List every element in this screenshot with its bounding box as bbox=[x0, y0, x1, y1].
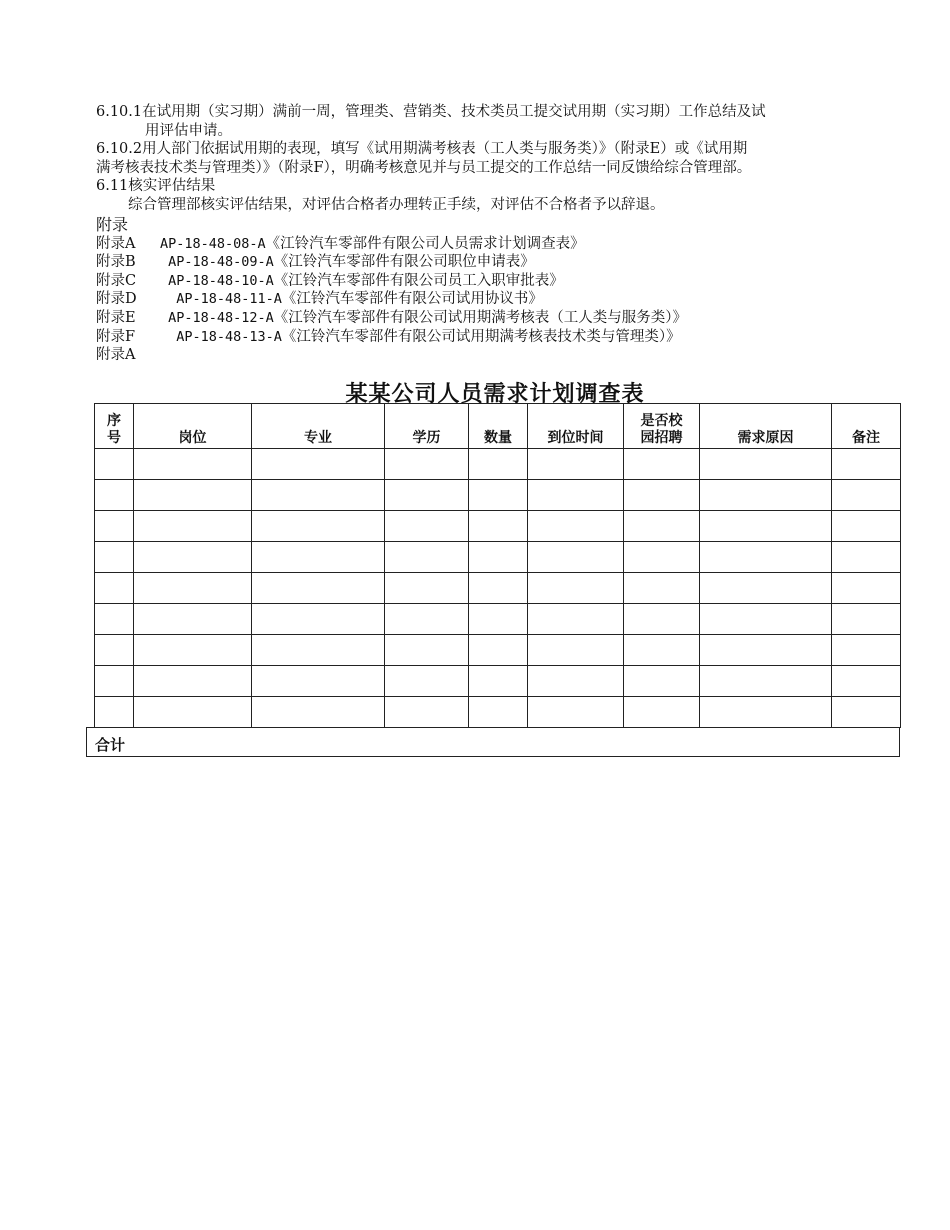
column-header bbox=[95, 404, 134, 449]
table-cell bbox=[252, 666, 385, 697]
table-cell bbox=[95, 480, 134, 511]
table-cell bbox=[252, 635, 385, 666]
table-cell bbox=[95, 666, 134, 697]
appendix-title: 《江铃汽车零部件有限公司人员需求计划调查表》 bbox=[265, 235, 585, 252]
table-cell bbox=[624, 573, 700, 604]
document-body bbox=[96, 103, 876, 365]
appendix-item bbox=[96, 328, 876, 347]
column-header bbox=[469, 404, 528, 449]
table-row bbox=[95, 697, 901, 728]
column-header bbox=[528, 404, 624, 449]
table-cell bbox=[469, 604, 528, 635]
appendix-code: AP-18-48-13-A bbox=[160, 328, 282, 345]
appendix-item bbox=[96, 235, 876, 254]
table-cell bbox=[469, 666, 528, 697]
column-header-line: 序 bbox=[107, 413, 121, 429]
table-row bbox=[95, 480, 901, 511]
table-cell bbox=[385, 666, 469, 697]
appendix-label: 附录D bbox=[96, 291, 137, 308]
column-header bbox=[385, 404, 469, 449]
column-header bbox=[134, 404, 252, 449]
table-cell bbox=[469, 697, 528, 728]
appendix-list bbox=[96, 235, 876, 347]
table-title: 某某公司人员需求计划调查表 bbox=[345, 381, 645, 407]
table-cell bbox=[95, 511, 134, 542]
table-cell bbox=[832, 635, 901, 666]
table-cell bbox=[385, 697, 469, 728]
table-cell bbox=[832, 480, 901, 511]
table-cell bbox=[469, 449, 528, 480]
table-row bbox=[95, 604, 901, 635]
appendix-item bbox=[96, 253, 876, 272]
table-cell bbox=[469, 542, 528, 573]
total-row bbox=[86, 727, 900, 757]
table-cell bbox=[528, 480, 624, 511]
table-cell bbox=[700, 449, 832, 480]
table-cell bbox=[385, 449, 469, 480]
appendix-code: AP-18-48-10-A bbox=[160, 272, 274, 289]
table-cell bbox=[95, 449, 134, 480]
table-cell bbox=[624, 697, 700, 728]
table-cell bbox=[134, 635, 252, 666]
total-label: 合计 bbox=[95, 736, 126, 754]
table-cell bbox=[252, 604, 385, 635]
paragraph-6-11-body: 综合管理部核实评估结果，对评估合格者办理转正手续，对评估不合格者予以辞退。 bbox=[128, 196, 665, 213]
table-cell bbox=[95, 697, 134, 728]
column-header-line: 到位时间 bbox=[547, 430, 604, 446]
table-cell bbox=[95, 604, 134, 635]
appendix-heading: 附录 bbox=[96, 214, 129, 234]
table-cell bbox=[528, 604, 624, 635]
table-cell bbox=[528, 511, 624, 542]
table-cell bbox=[832, 511, 901, 542]
appendix-title: 《江铃汽车零部件有限公司试用期满考核表技术类与管理类）》 bbox=[281, 328, 681, 345]
table-header-row bbox=[95, 404, 901, 449]
table-cell bbox=[700, 697, 832, 728]
staffing-survey-table bbox=[94, 403, 901, 728]
table-cell bbox=[832, 697, 901, 728]
appendix-item bbox=[96, 290, 876, 309]
appendix-label: 附录F bbox=[96, 328, 136, 345]
table-cell bbox=[385, 573, 469, 604]
table-cell bbox=[134, 511, 252, 542]
column-header-line: 园招聘 bbox=[640, 430, 683, 446]
table-cell bbox=[134, 697, 252, 728]
table-cell bbox=[469, 511, 528, 542]
table-cell bbox=[134, 573, 252, 604]
paragraph-6-10-2: 6.10.2用人部门依据试用期的表现，填写《试用期满考核表（工人类与服务类）》（附录E）或《试用期 bbox=[96, 141, 748, 158]
table-row bbox=[95, 666, 901, 697]
column-header-line: 岗位 bbox=[178, 430, 207, 446]
table-cell bbox=[252, 480, 385, 511]
table-cell bbox=[528, 542, 624, 573]
appendix-label: 附录B bbox=[96, 254, 136, 271]
paragraph-6-10-2-cont: 满考核表技术类与管理类）》（附录F），明确考核意见并与员工提交的工作总结一同反馈给综合管理部。 bbox=[96, 159, 752, 176]
column-header-line: 是否校 bbox=[640, 413, 683, 429]
table-cell bbox=[700, 542, 832, 573]
table-cell bbox=[624, 449, 700, 480]
table-cell bbox=[700, 635, 832, 666]
table-cell bbox=[252, 511, 385, 542]
table-cell bbox=[624, 542, 700, 573]
table-cell bbox=[95, 635, 134, 666]
table-cell bbox=[700, 573, 832, 604]
table-cell bbox=[385, 542, 469, 573]
table-cell bbox=[134, 666, 252, 697]
appendix-item bbox=[96, 272, 876, 291]
table-cell bbox=[832, 542, 901, 573]
appendix-label: 附录C bbox=[96, 272, 137, 289]
table-cell bbox=[385, 480, 469, 511]
appendix-code: AP-18-48-09-A bbox=[160, 254, 274, 271]
table-cell bbox=[624, 511, 700, 542]
table-cell bbox=[832, 666, 901, 697]
table-cell bbox=[624, 635, 700, 666]
table-cell bbox=[252, 573, 385, 604]
table-cell bbox=[385, 604, 469, 635]
table-cell bbox=[528, 635, 624, 666]
table-cell bbox=[528, 697, 624, 728]
table-cell bbox=[624, 604, 700, 635]
column-header-line: 号 bbox=[107, 430, 121, 446]
appendix-title: 《江铃汽车零部件有限公司试用期满考核表（工人类与服务类）》 bbox=[273, 309, 688, 326]
table-cell bbox=[832, 449, 901, 480]
table-cell bbox=[252, 542, 385, 573]
table-cell bbox=[624, 666, 700, 697]
table-cell bbox=[528, 573, 624, 604]
appendix-title: 《江铃汽车零部件有限公司员工入职审批表》 bbox=[273, 272, 564, 289]
table-cell bbox=[469, 573, 528, 604]
table-cell bbox=[95, 573, 134, 604]
table-row bbox=[95, 449, 901, 480]
table-cell bbox=[134, 480, 252, 511]
table-cell bbox=[700, 480, 832, 511]
appendix-code: AP-18-48-12-A bbox=[160, 309, 274, 326]
table-cell bbox=[134, 542, 252, 573]
table-cell bbox=[469, 480, 528, 511]
appendix-a-label: 附录A bbox=[96, 347, 136, 364]
column-header bbox=[832, 404, 901, 449]
column-header-line: 数量 bbox=[484, 430, 512, 446]
table-row bbox=[95, 542, 901, 573]
table-row bbox=[95, 573, 901, 604]
table-cell bbox=[252, 449, 385, 480]
appendix-code: AP-18-48-08-A bbox=[160, 235, 266, 252]
column-header bbox=[624, 404, 700, 449]
table-cell bbox=[385, 511, 469, 542]
appendix-title: 《江铃汽车零部件有限公司职位申请表》 bbox=[273, 254, 535, 271]
appendix-label: 附录A bbox=[96, 235, 136, 252]
table-cell bbox=[528, 666, 624, 697]
table-cell bbox=[252, 697, 385, 728]
table-cell bbox=[832, 604, 901, 635]
appendix-item bbox=[96, 309, 876, 328]
table-row bbox=[95, 635, 901, 666]
table-cell bbox=[624, 480, 700, 511]
table-cell bbox=[469, 635, 528, 666]
table-cell bbox=[134, 449, 252, 480]
table-cell bbox=[700, 511, 832, 542]
appendix-title: 《江铃汽车零部件有限公司试用协议书》 bbox=[281, 291, 543, 308]
column-header bbox=[252, 404, 385, 449]
paragraph-6-10-1: 6.10.1在试用期（实习期）满前一周，管理类、营销类、技术类员工提交试用期（实习期）工作总结及试 bbox=[96, 104, 766, 120]
table-cell bbox=[832, 573, 901, 604]
table-cell bbox=[385, 635, 469, 666]
column-header bbox=[700, 404, 832, 449]
column-header-line: 专业 bbox=[304, 430, 332, 446]
table-cell bbox=[134, 604, 252, 635]
column-header-line: 备注 bbox=[852, 430, 880, 446]
table-cell bbox=[528, 449, 624, 480]
table-cell bbox=[700, 604, 832, 635]
section-heading-6-11: 6.11核实评估结果 bbox=[96, 178, 216, 195]
column-header-line: 需求原因 bbox=[737, 430, 794, 446]
table-cell bbox=[95, 542, 134, 573]
paragraph-6-10-1-cont: 用评估申请。 bbox=[145, 122, 232, 139]
table-cell bbox=[700, 666, 832, 697]
appendix-code: AP-18-48-11-A bbox=[160, 291, 282, 308]
column-header-line: 学历 bbox=[412, 430, 441, 446]
appendix-label: 附录E bbox=[96, 309, 136, 326]
table-row bbox=[95, 511, 901, 542]
